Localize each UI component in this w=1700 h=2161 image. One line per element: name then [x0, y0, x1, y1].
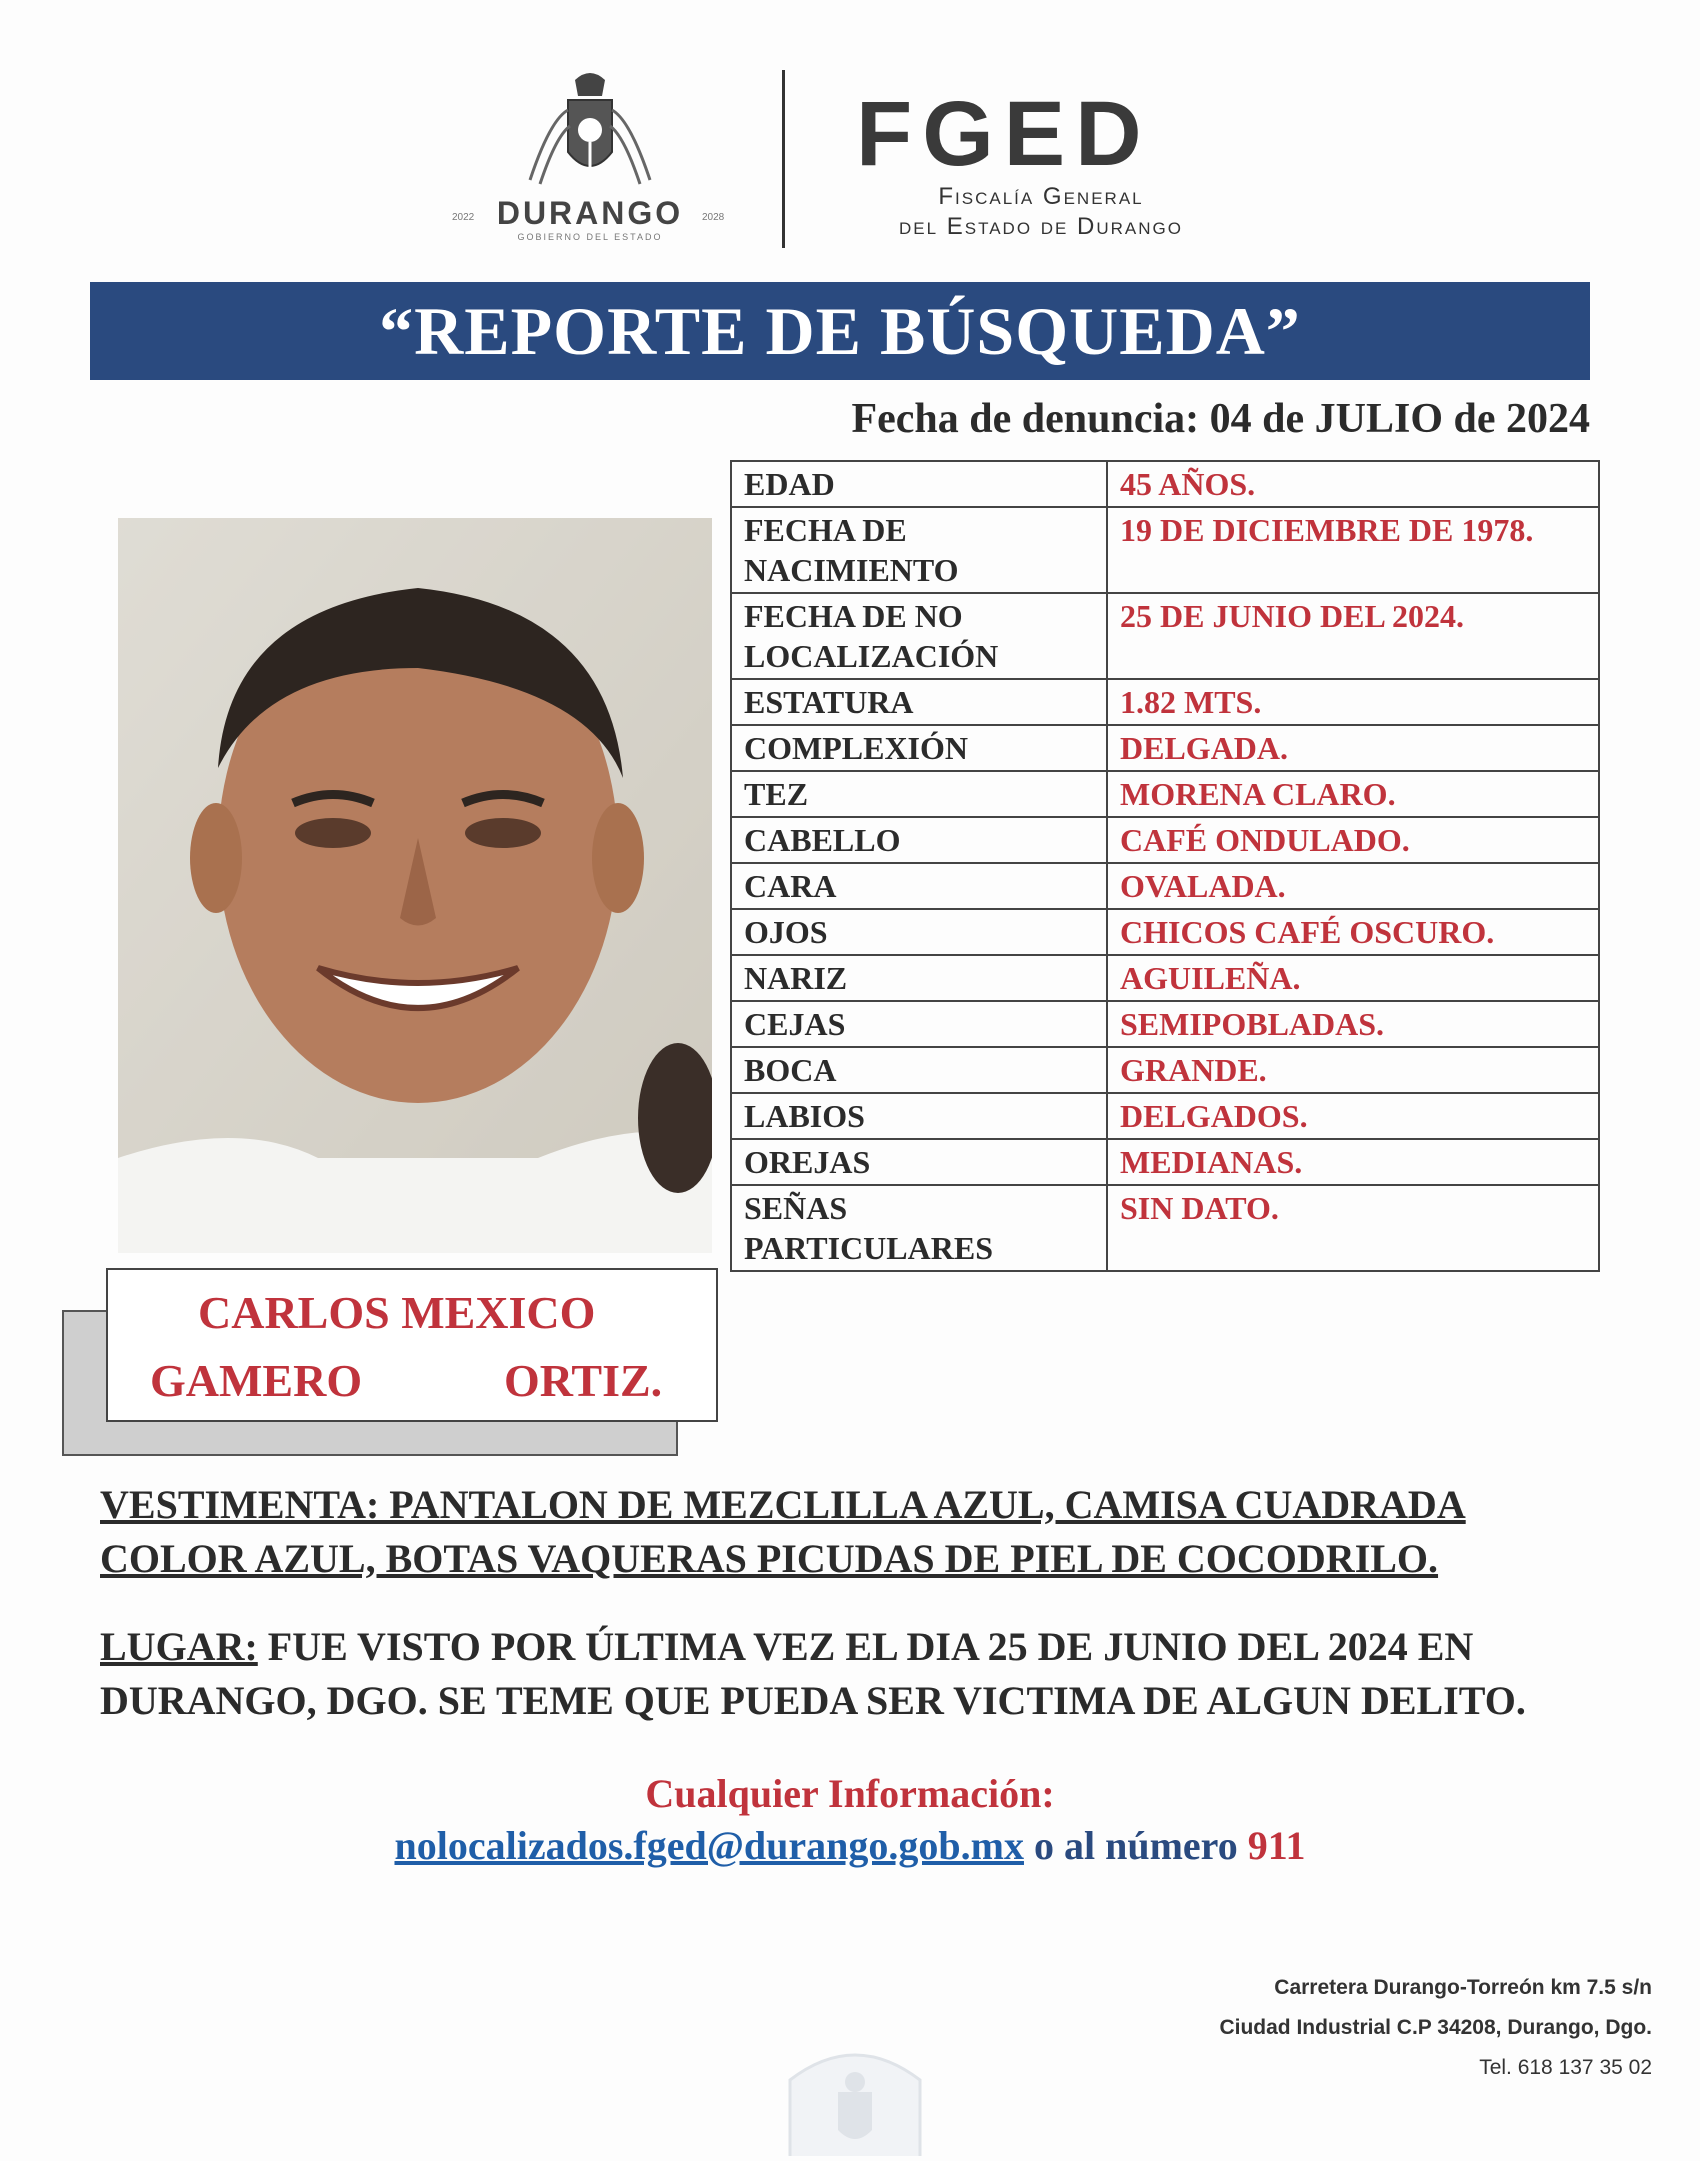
detail-label: LABIOS — [731, 1093, 1107, 1139]
detail-row — [731, 461, 1599, 507]
detail-row — [731, 1001, 1599, 1047]
detail-value: OVALADA. — [1107, 863, 1599, 909]
detail-row — [731, 909, 1599, 955]
header-divider — [782, 70, 785, 248]
detail-label: FECHA DE NO LOCALIZACIÓN — [731, 593, 1107, 679]
detail-label: EDAD — [731, 461, 1107, 507]
logo-durango-text: DURANGO — [496, 195, 684, 231]
detail-value: 25 DE JUNIO DEL 2024. — [1107, 593, 1599, 679]
location-text: FUE VISTO POR ÚLTIMA VEZ EL DIA 25 DE JUNIO DEL 2024 EN DURANGO, DGO. SE TEME QUE PUEDA SER VICTIMA DE ALGUN DELITO. — [100, 1624, 1526, 1723]
detail-value: 45 AÑOS. — [1107, 461, 1599, 507]
detail-value: MORENA CLARO. — [1107, 771, 1599, 817]
detail-row — [731, 679, 1599, 725]
detail-value: 19 DE DICIEMBRE DE 1978. — [1107, 507, 1599, 593]
detail-label: BOCA — [731, 1047, 1107, 1093]
agency-acronym: FGED — [856, 83, 1152, 185]
clothing-description — [100, 1478, 1600, 1586]
contact-heading: Cualquier Información: — [645, 1771, 1055, 1816]
location-label: LUGAR: — [100, 1624, 258, 1669]
detail-row — [731, 771, 1599, 817]
detail-row — [731, 955, 1599, 1001]
agency-name — [856, 182, 1226, 242]
address-line1: Carretera Durango-Torreón km 7.5 s/n — [1274, 1976, 1652, 1999]
contact-connector: o al número — [1033, 1823, 1238, 1868]
missing-person-photo — [118, 518, 712, 1253]
agency-name-line2: del Estado de Durango — [899, 213, 1183, 240]
detail-value: CAFÉ ONDULADO. — [1107, 817, 1599, 863]
report-date-label: Fecha de denuncia: — [851, 396, 1200, 442]
detail-value: SIN DATO. — [1107, 1185, 1599, 1271]
detail-label: OJOS — [731, 909, 1107, 955]
detail-row — [731, 863, 1599, 909]
logo-sub-text: GOBIERNO DEL ESTADO — [517, 232, 663, 242]
detail-value: CHICOS CAFÉ OSCURO. — [1107, 909, 1599, 955]
person-name-box — [106, 1268, 718, 1422]
details-table-body — [731, 461, 1599, 1271]
detail-value: DELGADA. — [1107, 725, 1599, 771]
address-line2: Ciudad Industrial C.P 34208, Durango, Dgo. — [1219, 2016, 1652, 2039]
detail-row — [731, 1047, 1599, 1093]
detail-value: 1.82 MTS. — [1107, 679, 1599, 725]
location-description — [100, 1620, 1600, 1728]
seal-icon — [780, 2040, 930, 2156]
clothing-text: VESTIMENTA: PANTALON DE MEZCLILLA AZUL, CAMISA CUADRADA COLOR AZUL, BOTAS VAQUERAS PICUDAS DE PIEL DE COCODRILO. — [100, 1482, 1466, 1581]
address-tel: Tel. 618 137 35 02 — [1479, 2056, 1652, 2079]
detail-label: SEÑAS PARTICULARES — [731, 1185, 1107, 1271]
detail-label: CARA — [731, 863, 1107, 909]
agency-name-line1: Fiscalía General — [938, 183, 1144, 210]
person-surname-first: GAMERO — [150, 1355, 363, 1406]
detail-label: CEJAS — [731, 1001, 1107, 1047]
person-name-line1: CARLOS MEXICO — [198, 1287, 596, 1338]
detail-label: NARIZ — [731, 955, 1107, 1001]
detail-row — [731, 507, 1599, 593]
detail-label: FECHA DE NACIMIENTO — [731, 507, 1107, 593]
report-date — [851, 395, 1590, 443]
contact-email-link[interactable]: nolocalizados.fged@durango.gob.mx — [394, 1823, 1024, 1868]
detail-row — [731, 1093, 1599, 1139]
detail-label: TEZ — [731, 771, 1107, 817]
detail-row — [731, 725, 1599, 771]
detail-value: MEDIANAS. — [1107, 1139, 1599, 1185]
contact-phone: 911 — [1247, 1823, 1306, 1868]
detail-label: ESTATURA — [731, 679, 1107, 725]
detail-value: AGUILEÑA. — [1107, 955, 1599, 1001]
detail-label: CABELLO — [731, 817, 1107, 863]
details-table — [730, 460, 1600, 1272]
detail-label: OREJAS — [731, 1139, 1107, 1185]
report-banner: “REPORTE DE BÚSQUEDA” — [90, 282, 1590, 380]
detail-row — [731, 593, 1599, 679]
detail-value: SEMIPOBLADAS. — [1107, 1001, 1599, 1047]
detail-row — [731, 1139, 1599, 1185]
person-surname-last: ORTIZ. — [504, 1355, 663, 1406]
person-portrait-icon — [118, 518, 712, 1253]
logo-year-right: 2028 — [702, 212, 725, 223]
detail-value: GRANDE. — [1107, 1047, 1599, 1093]
logo-year-left: 2022 — [452, 212, 475, 223]
bottom-seal — [780, 2040, 930, 2156]
contact-line — [0, 1822, 1700, 1869]
durango-government-logo — [440, 60, 740, 250]
crest-icon — [440, 60, 740, 250]
report-date-value: 04 de JULIO de 2024 — [1209, 396, 1590, 442]
detail-row — [731, 1185, 1599, 1271]
detail-value: DELGADOS. — [1107, 1093, 1599, 1139]
detail-label: COMPLEXIÓN — [731, 725, 1107, 771]
detail-row — [731, 817, 1599, 863]
